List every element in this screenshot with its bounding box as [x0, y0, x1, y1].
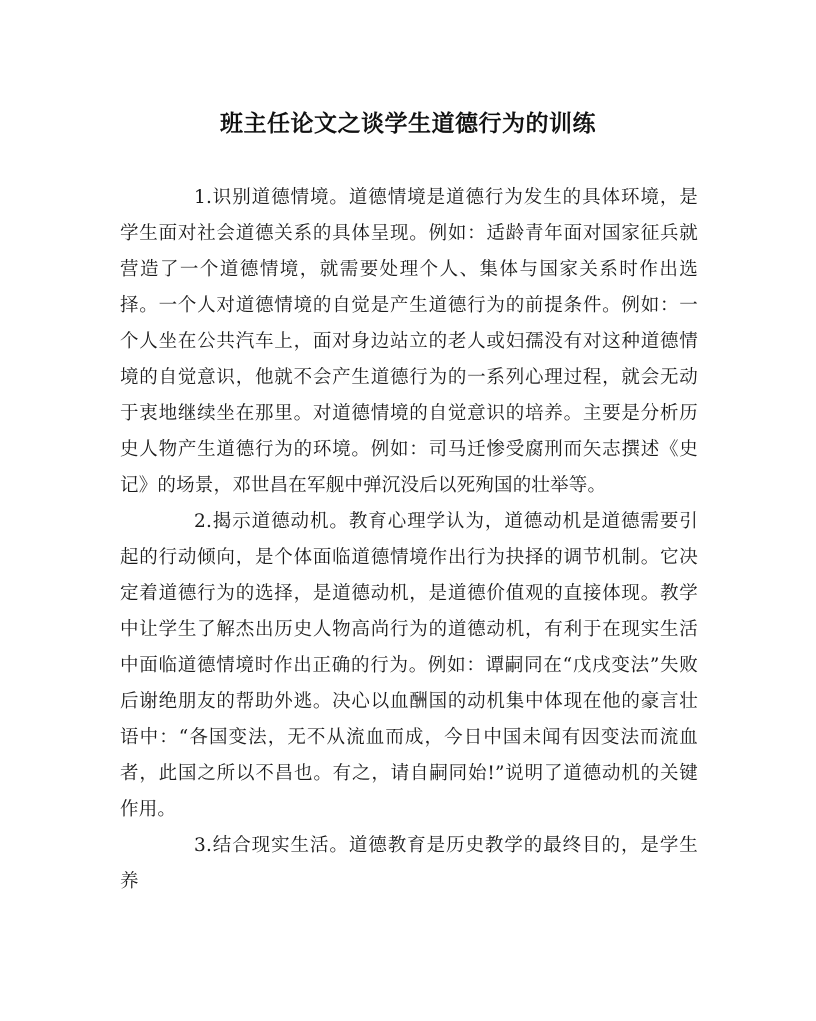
- paragraph-2: 2.揭示道德动机。教育心理学认为，道德动机是道德需要引起的行动倾向，是个体面临道德情境作出行为抉择的调节机制。它决定着道德行为的选择，是道德动机，是道德价值观的直接体现。教学中让学生了解杰出历史人物高尚行为的道德动机，有利于在现实生活中面临道德情境时作出正确的行为。例如：谭嗣同在“戊戌变法”失败后谢绝朋友的帮助外逃。决心以血酬国的动机集中体现在他的豪言壮语中：“各国变法，无不从流血而成，今日中国未闻有因变法而流血者，此国之所以不昌也。有之，请自嗣同始!”说明了道德动机的关键作用。: [120, 511, 698, 820]
- paragraph-1: 1.识别道德情境。道德情境是道德行为发生的具体环境，是学生面对社会道德关系的具体呈现。例如：适龄青年面对国家征兵就营造了一个道德情境，就需要处理个人、集体与国家关系时作出选择。一个人对道德情境的自觉是产生道德行为的前提条件。例如：一个人坐在公共汽车上，面对身边站立的老人或妇孺没有对这种道德情境的自觉意识，他就不会产生道德行为的一系列心理过程，就会无动于衷地继续坐在那里。对道德情境的自觉意识的培养。主要是分析历史人物产生道德行为的环境。例如：司马迁惨受腐刑而矢志撰述《史记》的场景，邓世昌在军舰中弹沉没后以死殉国的壮举等。: [120, 187, 698, 496]
- document-title: 班主任论文之谈学生道德行为的训练: [220, 111, 596, 137]
- document-body: [120, 180, 698, 900]
- paragraph-3: 3.结合现实生活。道德教育是历史教学的最终目的，是学生养: [120, 835, 698, 892]
